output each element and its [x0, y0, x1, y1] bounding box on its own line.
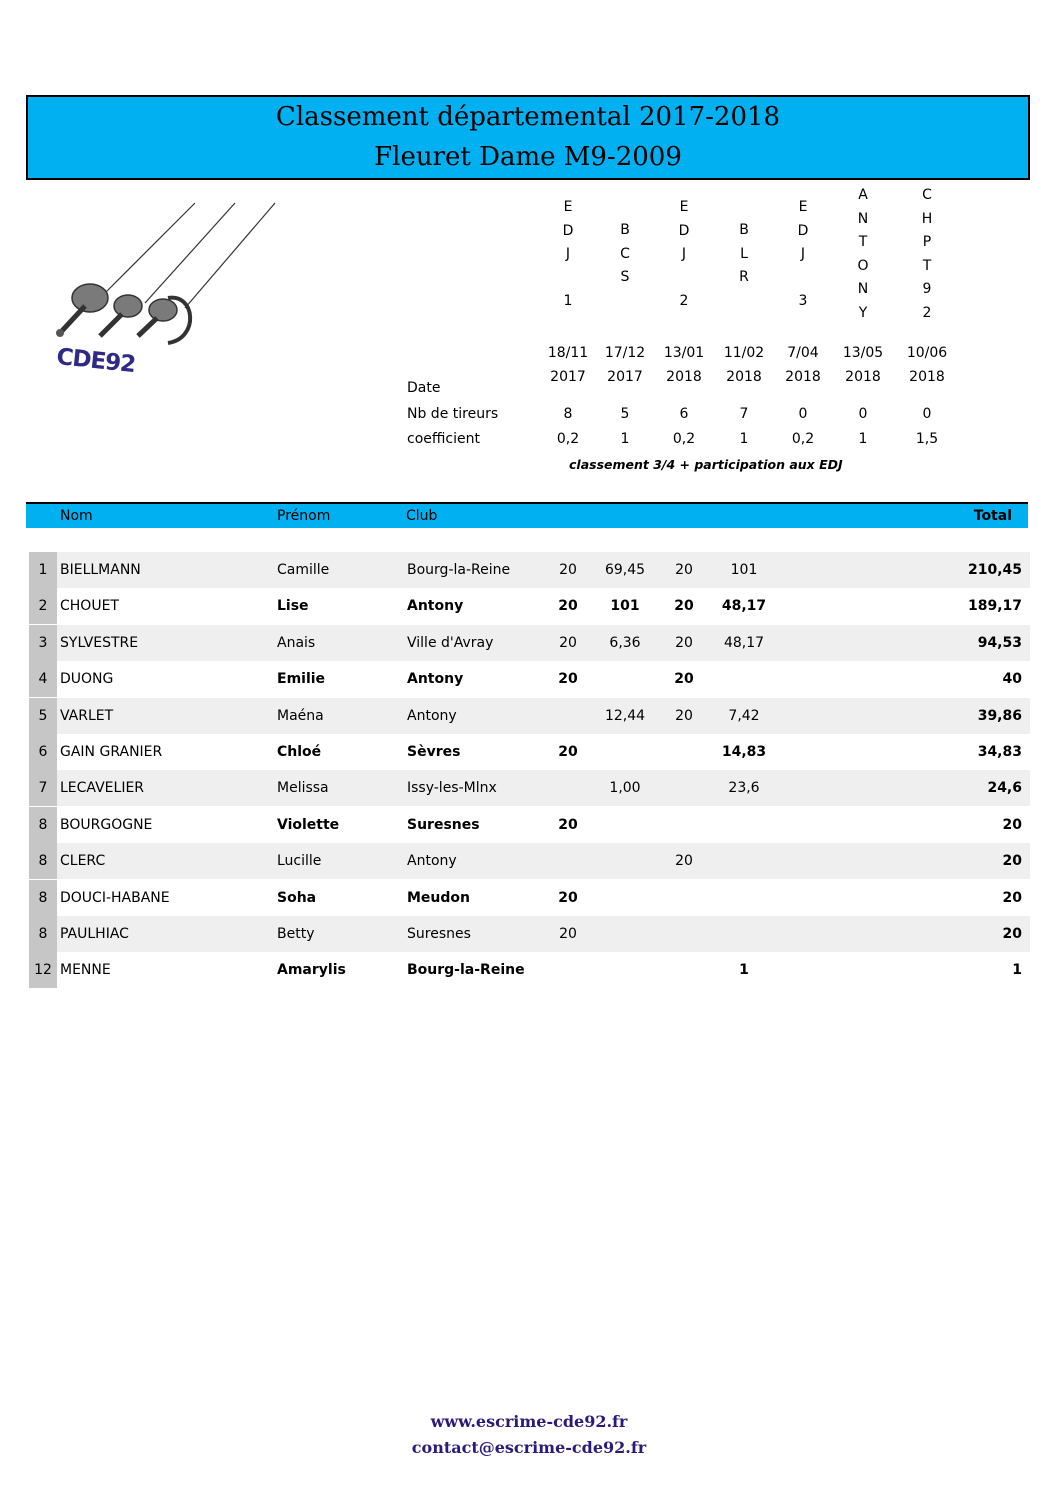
points-cell: 20 [675, 853, 693, 870]
prenom-cell: Lise [277, 598, 309, 615]
total-cell: 94,53 [977, 634, 1022, 651]
competition-abbr-letter: J [565, 246, 571, 262]
competition-abbr-letter: 2 [922, 304, 932, 321]
competition-nb-tireurs: 7 [739, 406, 749, 422]
competition-date: 13/01 [663, 345, 705, 361]
points-cell: 1,00 [609, 780, 641, 797]
competition-coefficient: 1 [739, 431, 749, 447]
points-cell: 20 [558, 598, 578, 615]
total-cell: 34,83 [977, 744, 1022, 760]
competition-abbr-letter: 2 [679, 293, 689, 309]
competition-coefficient: 0,2 [556, 431, 580, 447]
total-cell: 39,86 [977, 707, 1022, 724]
points-cell: 1 [739, 962, 749, 979]
points-cell: 20 [558, 816, 578, 833]
points-cell: 20 [558, 671, 578, 688]
rank-cell: 5 [29, 698, 57, 734]
competition-nb-tireurs: 8 [563, 406, 573, 422]
rank-cell: 1 [29, 552, 57, 588]
competition-nb-tireurs: 5 [620, 406, 630, 422]
table-row [29, 698, 1030, 734]
points-cell: 23,6 [728, 780, 760, 797]
competition-year: 2018 [785, 369, 821, 385]
competition-nb-tireurs: 6 [679, 406, 689, 422]
prenom-cell: Soha [277, 889, 317, 906]
rank-cell: 8 [29, 807, 57, 843]
competition-abbr-letter: 1 [563, 293, 573, 309]
nom-cell: BOURGOGNE [60, 816, 153, 833]
table-header [26, 502, 1028, 528]
points-cell: 7,42 [728, 707, 760, 724]
competition-abbr-letter: D [797, 222, 809, 239]
competition-date: 18/11 [547, 345, 589, 361]
total-cell: 20 [1002, 816, 1022, 833]
rank-cell: 8 [29, 916, 57, 952]
club-cell: Ville d'Avray [407, 634, 494, 651]
competition-abbr-letter: B [620, 222, 630, 238]
total-cell: 20 [1002, 926, 1022, 942]
header-club: Club [406, 508, 438, 524]
competition-abbr-letter: C [922, 187, 932, 203]
prenom-cell: Amarylis [277, 962, 346, 979]
points-cell: 101 [730, 562, 758, 578]
nom-cell: VARLET [60, 707, 114, 724]
nom-cell: PAULHIAC [60, 926, 129, 942]
nom-cell: CLERC [60, 853, 106, 870]
club-cell: Bourg-la-Reine [407, 962, 525, 979]
total-cell: 24,6 [987, 780, 1022, 797]
competition-date: 17/12 [604, 345, 646, 361]
points-cell: 48,17 [721, 598, 767, 615]
points-cell: 101 [610, 598, 640, 615]
table-row [29, 807, 1030, 843]
points-cell: 20 [559, 562, 577, 578]
club-cell: Bourg-la-Reine [407, 562, 511, 578]
table-row [29, 661, 1030, 697]
prenom-cell: Betty [277, 926, 315, 942]
header-prenom: Prénom [277, 508, 331, 524]
footer-website[interactable]: www.escrime-cde92.fr [430, 1412, 628, 1431]
rank-cell: 8 [29, 843, 57, 879]
club-cell: Suresnes [407, 816, 480, 833]
club-cell: Suresnes [407, 926, 471, 942]
nom-cell: SYLVESTRE [60, 634, 139, 651]
nom-cell: MENNE [60, 962, 111, 979]
competition-abbr-letter: E [798, 199, 808, 215]
competition-coefficient: 1,5 [915, 431, 939, 447]
prenom-cell: Melissa [277, 780, 329, 797]
page-title: Classement départemental 2017-2018 [275, 102, 781, 132]
competition-abbr-letter: P [922, 234, 932, 250]
competition-abbr-letter: 3 [798, 293, 808, 309]
competition-date: 10/06 [906, 345, 948, 361]
competition-nb-tireurs: 0 [922, 406, 932, 422]
prenom-cell: Chloé [277, 744, 322, 760]
points-cell: 20 [675, 562, 693, 578]
scoring-note: classement 3/4 + participation aux EDJ [569, 457, 843, 472]
club-cell: Antony [407, 671, 464, 688]
prenom-cell: Camille [277, 562, 330, 578]
club-cell: Antony [407, 853, 457, 870]
prenom-cell: Violette [277, 816, 340, 833]
nom-cell: LECAVELIER [60, 780, 145, 797]
competition-abbr-letter: C [620, 245, 630, 262]
nom-cell: BIELLMANN [60, 562, 141, 578]
table-row [29, 625, 1030, 661]
competition-nb-tireurs: 0 [858, 406, 868, 422]
nom-cell: DUONG [60, 671, 114, 688]
competition-abbr-letter: S [620, 269, 630, 285]
competition-abbr-letter: O [857, 257, 869, 274]
competition-abbr-letter: A [858, 187, 868, 203]
footer-contact[interactable]: contact@escrime-cde92.fr [411, 1438, 647, 1457]
competition-date: 11/02 [723, 345, 765, 361]
competition-coefficient: 0,2 [791, 431, 815, 447]
header-nom: Nom [60, 508, 93, 524]
table-row [29, 880, 1030, 916]
total-cell: 20 [1002, 853, 1022, 870]
points-cell: 12,44 [604, 707, 646, 724]
competition-abbr-letter: H [921, 210, 933, 227]
total-cell: 1 [1012, 962, 1022, 979]
competition-abbr-letter: D [562, 222, 574, 239]
rank-cell: 4 [29, 661, 57, 697]
competition-abbr-letter: 9 [922, 281, 932, 297]
table-row [29, 952, 1030, 988]
competition-year: 2018 [845, 369, 881, 385]
points-cell: 20 [674, 671, 694, 688]
total-cell: 20 [1002, 889, 1022, 906]
rank-cell: 3 [29, 625, 57, 661]
competition-year: 2017 [607, 369, 643, 385]
prenom-cell: Lucille [277, 853, 322, 870]
points-cell: 20 [559, 926, 577, 942]
points-cell: 69,45 [604, 562, 646, 578]
competition-abbr-letter: D [678, 222, 690, 239]
competition-coefficient: 1 [620, 431, 630, 447]
table-row [29, 552, 1030, 588]
table-row [29, 770, 1030, 806]
rank-cell: 6 [29, 734, 57, 770]
rank-cell: 2 [29, 588, 57, 624]
rank-cell: 8 [29, 880, 57, 916]
page-title-box [26, 95, 1030, 180]
total-cell: 210,45 [967, 562, 1022, 578]
competition-abbr-letter: R [739, 269, 749, 285]
competition-coefficient: 1 [858, 431, 868, 447]
club-cell: Issy-les-Mlnx [407, 780, 497, 797]
competition-abbr-letter: T [922, 257, 932, 274]
points-cell: 20 [559, 634, 577, 651]
club-cell: Sèvres [407, 744, 461, 760]
competition-year: 2018 [666, 369, 702, 385]
date-label: Date [407, 380, 441, 396]
table-row [29, 734, 1030, 770]
rank-cell: 7 [29, 770, 57, 806]
points-cell: 20 [675, 634, 693, 651]
table-row [29, 588, 1030, 624]
competition-abbr-letter: E [679, 199, 689, 215]
competition-year: 2018 [909, 369, 945, 385]
points-cell: 48,17 [723, 634, 765, 651]
points-cell: 14,83 [721, 744, 767, 760]
coefficient-label: coefficient [407, 431, 480, 447]
competition-abbr-letter: N [857, 210, 869, 227]
nom-cell: CHOUET [60, 598, 119, 615]
competition-abbr-letter: Y [858, 304, 868, 321]
header-total: Total [973, 508, 1012, 524]
competition-abbr-letter: J [800, 246, 806, 262]
competition-year: 2018 [726, 369, 762, 385]
prenom-cell: Emilie [277, 671, 326, 688]
competition-nb-tireurs: 0 [798, 406, 808, 422]
logo-text: CDE92 [55, 344, 137, 379]
competition-abbr-letter: E [563, 199, 573, 215]
rank-cell: 12 [29, 952, 57, 988]
nb-tireurs-label: Nb de tireurs [407, 406, 499, 422]
competition-abbr-letter: J [681, 246, 687, 262]
competition-date: 13/05 [842, 345, 884, 361]
prenom-cell: Maéna [277, 707, 324, 724]
competition-abbr-letter: B [739, 222, 749, 238]
points-cell: 6,36 [609, 634, 641, 651]
total-cell: 189,17 [967, 598, 1022, 615]
nom-cell: GAIN GRANIER [60, 744, 163, 760]
competition-abbr-letter: T [858, 234, 868, 250]
competition-year: 2017 [550, 369, 586, 385]
table-row [29, 843, 1030, 879]
prenom-cell: Anais [277, 634, 316, 651]
points-cell: 20 [558, 744, 578, 760]
competition-coefficient: 0,2 [672, 431, 696, 447]
total-cell: 40 [1002, 671, 1022, 688]
competition-date: 7/04 [787, 345, 819, 361]
competition-abbr-letter: L [740, 245, 748, 262]
club-cell: Antony [407, 598, 464, 615]
club-cell: Antony [407, 707, 457, 724]
points-cell: 20 [558, 889, 578, 906]
points-cell: 20 [675, 707, 693, 724]
club-cell: Meudon [407, 889, 470, 906]
nom-cell: DOUCI-HABANE [60, 889, 170, 906]
page-subtitle: Fleuret Dame M9-2009 [374, 142, 682, 172]
points-cell: 20 [674, 598, 694, 615]
table-row [29, 916, 1030, 952]
competition-abbr-letter: N [857, 281, 869, 297]
